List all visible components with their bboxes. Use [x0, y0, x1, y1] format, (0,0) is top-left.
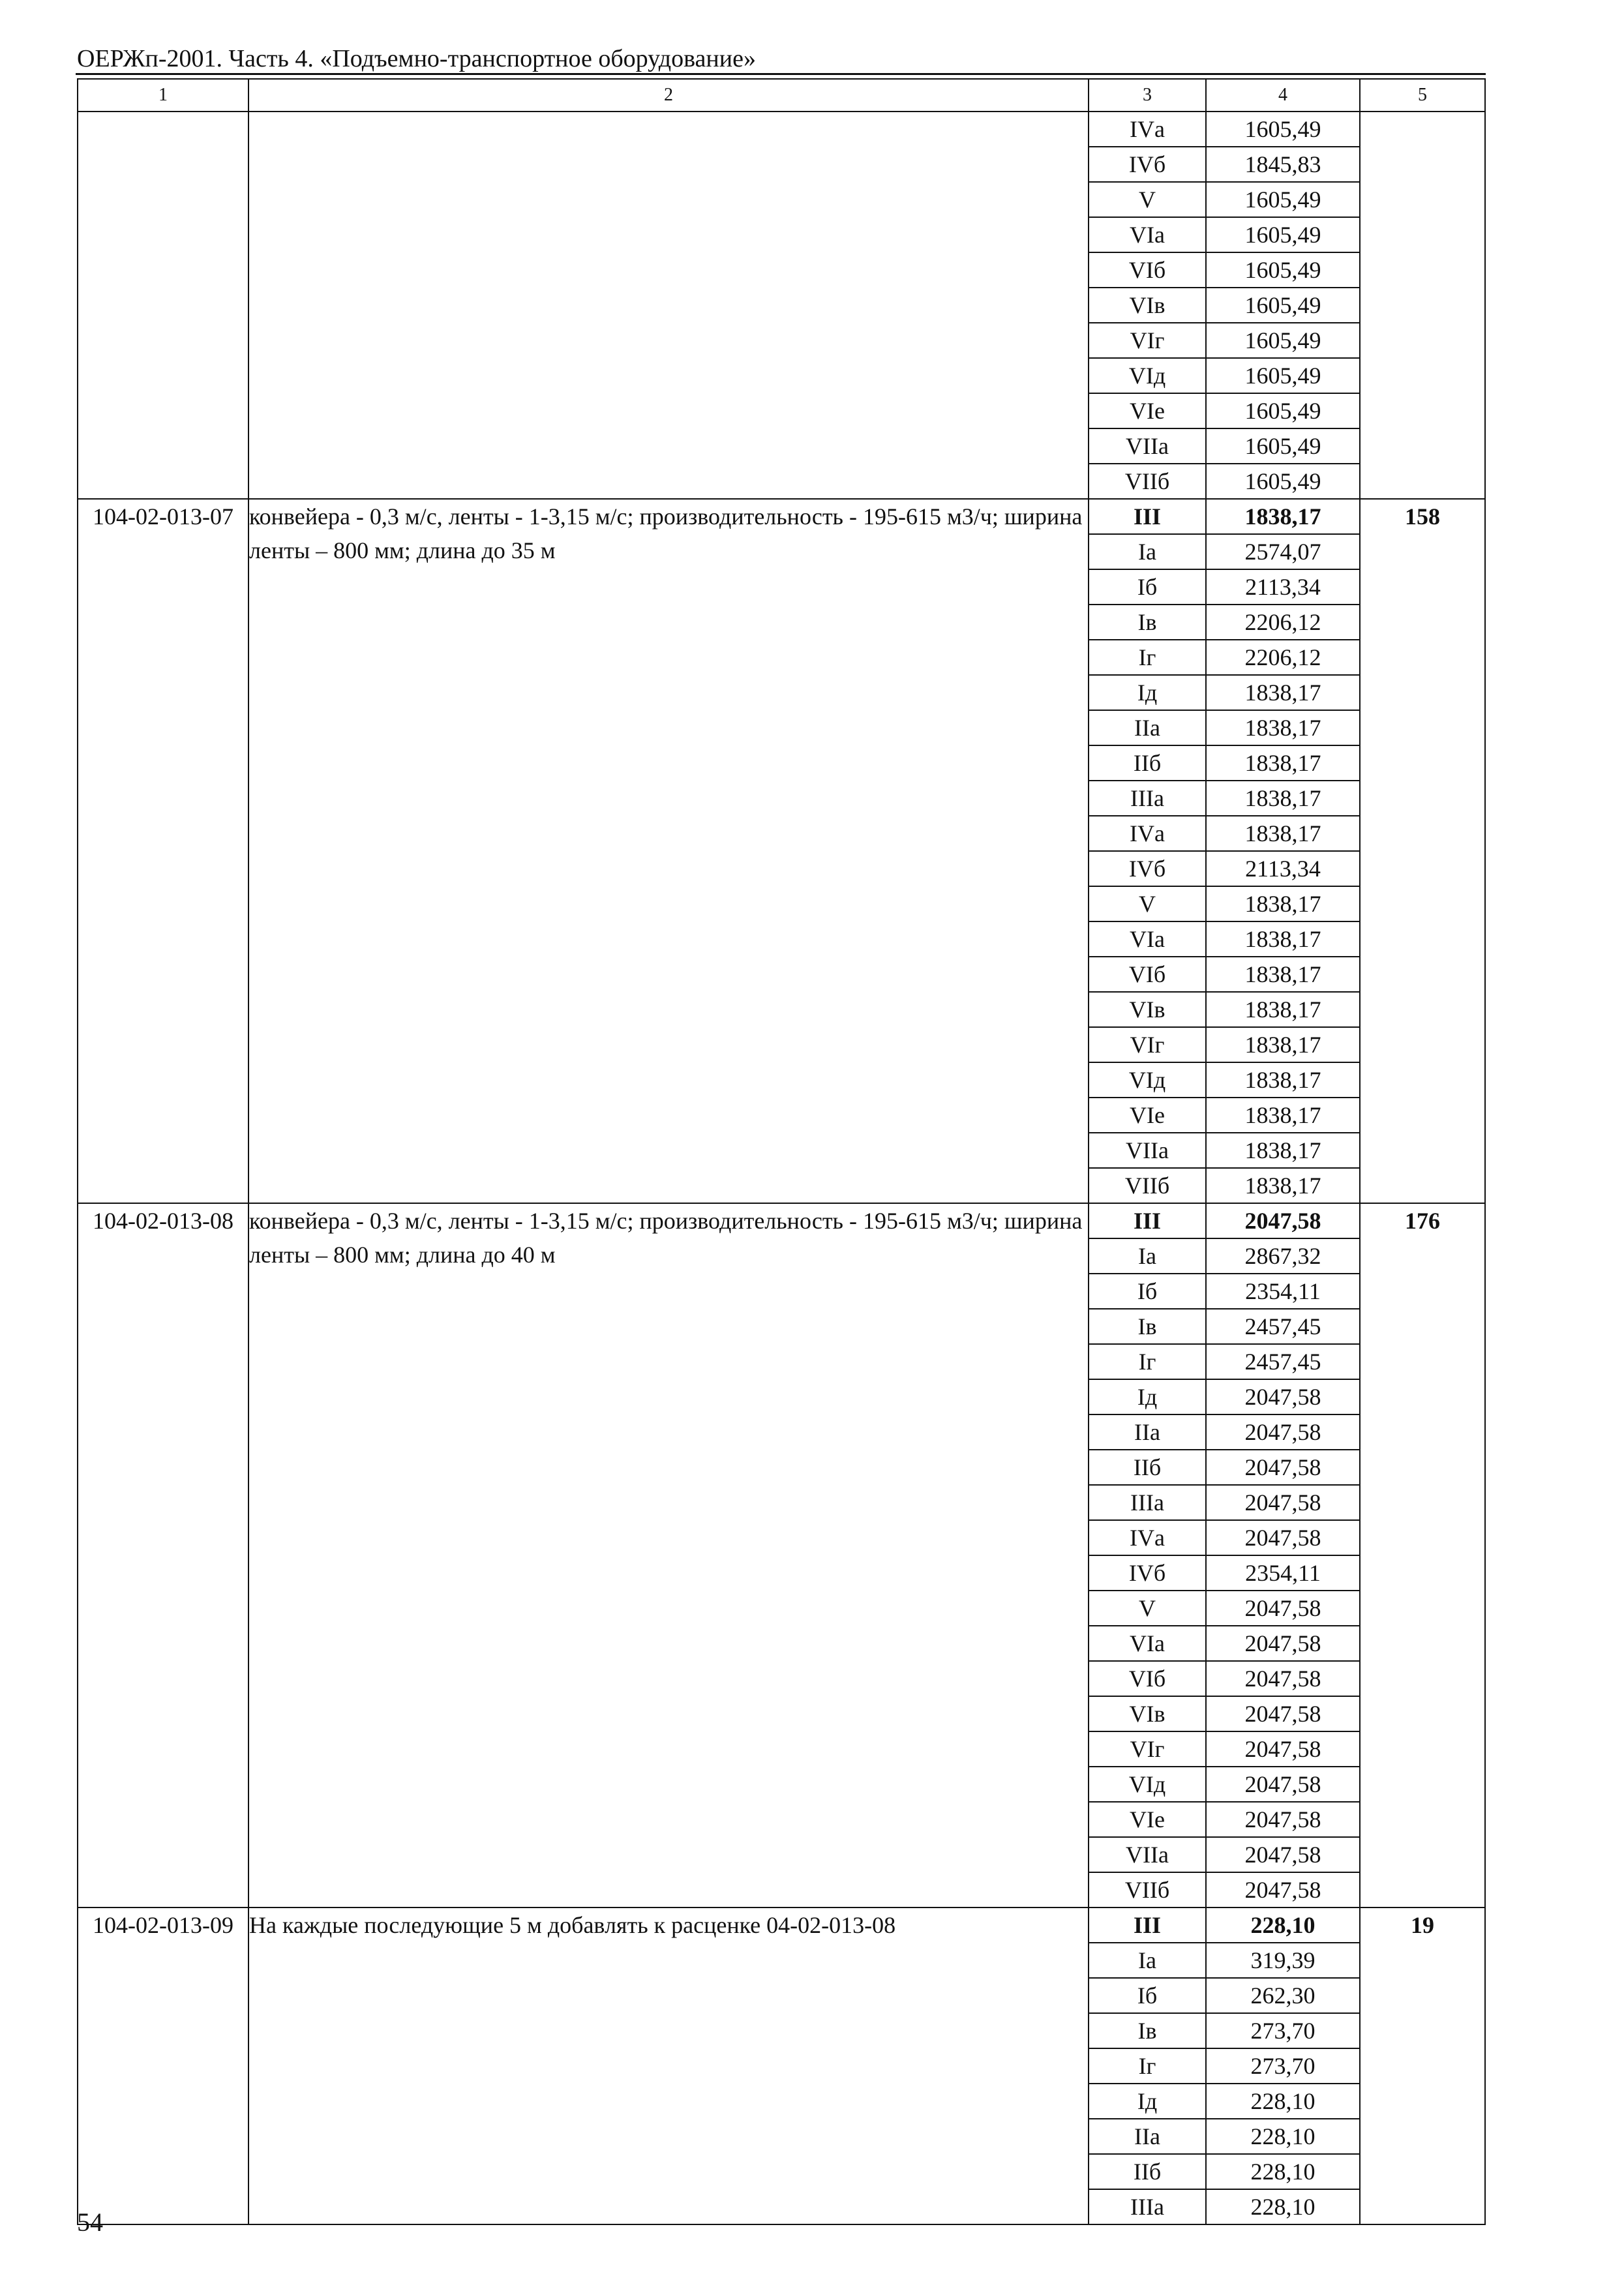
price-cell: 1838,17: [1206, 816, 1360, 851]
price-cell: 2047,58: [1206, 1626, 1360, 1661]
price-cell: 2047,58: [1206, 1661, 1360, 1696]
value-cell: 19: [1360, 1908, 1485, 2224]
zone-cell: VIг: [1089, 1027, 1206, 1062]
price-cell: 1605,49: [1206, 358, 1360, 393]
zone-cell: IIа: [1089, 710, 1206, 745]
zone-cell: IIа: [1089, 2119, 1206, 2154]
zone-cell: Iв: [1089, 2013, 1206, 2048]
price-cell: 1605,49: [1206, 217, 1360, 252]
zone-cell: Iб: [1089, 1978, 1206, 2013]
zone-cell: IIб: [1089, 1450, 1206, 1485]
price-cell: 1845,83: [1206, 147, 1360, 182]
zone-cell: VIв: [1089, 288, 1206, 323]
zone-cell: VIе: [1089, 1098, 1206, 1133]
zone-cell: Iг: [1089, 1344, 1206, 1379]
table-row: [78, 1908, 1485, 1943]
price-cell: 1605,49: [1206, 252, 1360, 288]
zone-cell: Iг: [1089, 640, 1206, 675]
zone-cell: IVа: [1089, 1520, 1206, 1555]
zone-cell: Iг: [1089, 2048, 1206, 2084]
price-cell: 1605,49: [1206, 288, 1360, 323]
price-cell: 2047,58: [1206, 1414, 1360, 1450]
price-cell: 2047,58: [1206, 1379, 1360, 1414]
price-cell: 1838,17: [1206, 499, 1360, 534]
price-cell: 2457,45: [1206, 1344, 1360, 1379]
value-cell: [1360, 112, 1485, 499]
price-cell: 273,70: [1206, 2048, 1360, 2084]
price-cell: 2047,58: [1206, 1485, 1360, 1520]
zone-cell: Iд: [1089, 1379, 1206, 1414]
table-row: [78, 1203, 1485, 1238]
price-cell: 2047,58: [1206, 1837, 1360, 1872]
price-cell: 2206,12: [1206, 640, 1360, 675]
price-cell: 2354,11: [1206, 1555, 1360, 1591]
zone-cell: IIб: [1089, 745, 1206, 781]
zone-cell: VIIб: [1089, 1872, 1206, 1908]
zone-cell: VIд: [1089, 1062, 1206, 1098]
zone-cell: VIе: [1089, 393, 1206, 428]
price-cell: 2047,58: [1206, 1872, 1360, 1908]
column-number: 2: [248, 79, 1089, 112]
zone-cell: IIIа: [1089, 2189, 1206, 2224]
code-cell: 104-02-013-09: [78, 1908, 248, 2224]
code-cell: 104-02-013-07: [78, 499, 248, 1203]
zone-cell: IVа: [1089, 112, 1206, 147]
price-cell: 2457,45: [1206, 1309, 1360, 1344]
zone-cell: VIг: [1089, 1731, 1206, 1767]
zone-cell: III: [1089, 1908, 1206, 1943]
zone-cell: VIIа: [1089, 1837, 1206, 1872]
zone-cell: III: [1089, 1203, 1206, 1238]
zone-cell: IIб: [1089, 2154, 1206, 2189]
price-cell: 1838,17: [1206, 1133, 1360, 1168]
column-number: 1: [78, 79, 248, 112]
price-cell: 2354,11: [1206, 1274, 1360, 1309]
zone-cell: V: [1089, 182, 1206, 217]
table-row: [78, 499, 1485, 534]
price-cell: 2047,58: [1206, 1802, 1360, 1837]
price-cell: 1838,17: [1206, 781, 1360, 816]
price-cell: 1605,49: [1206, 428, 1360, 464]
price-cell: 228,10: [1206, 2189, 1360, 2224]
column-number: 3: [1089, 79, 1206, 112]
price-cell: 1605,49: [1206, 393, 1360, 428]
zone-cell: IIIа: [1089, 1485, 1206, 1520]
price-cell: 2047,58: [1206, 1767, 1360, 1802]
description-cell: [248, 112, 1089, 499]
column-number: 5: [1360, 79, 1485, 112]
price-cell: 1838,17: [1206, 992, 1360, 1027]
zone-cell: VIб: [1089, 252, 1206, 288]
code-cell: 104-02-013-08: [78, 1203, 248, 1908]
price-cell: 1605,49: [1206, 323, 1360, 358]
price-cell: 1605,49: [1206, 112, 1360, 147]
price-cell: 228,10: [1206, 2084, 1360, 2119]
zone-cell: Iа: [1089, 1238, 1206, 1274]
zone-cell: Iв: [1089, 605, 1206, 640]
value-cell: 158: [1360, 499, 1485, 1203]
price-cell: 1838,17: [1206, 745, 1360, 781]
price-cell: 1838,17: [1206, 957, 1360, 992]
zone-cell: VIг: [1089, 323, 1206, 358]
zone-cell: VIб: [1089, 1661, 1206, 1696]
price-cell: 2047,58: [1206, 1520, 1360, 1555]
zone-cell: Iа: [1089, 1943, 1206, 1978]
zone-cell: Iб: [1089, 569, 1206, 605]
zone-cell: V: [1089, 886, 1206, 921]
price-cell: 262,30: [1206, 1978, 1360, 2013]
price-cell: 1838,17: [1206, 710, 1360, 745]
zone-cell: VIIб: [1089, 1168, 1206, 1203]
price-cell: 2047,58: [1206, 1591, 1360, 1626]
price-cell: 1838,17: [1206, 886, 1360, 921]
price-cell: 228,10: [1206, 2119, 1360, 2154]
zone-cell: Iд: [1089, 2084, 1206, 2119]
zone-cell: VIд: [1089, 1767, 1206, 1802]
price-cell: 1838,17: [1206, 1062, 1360, 1098]
zone-cell: IIIа: [1089, 781, 1206, 816]
column-number-row: [78, 79, 1485, 112]
header-divider: [76, 73, 1486, 75]
price-cell: 1838,17: [1206, 1168, 1360, 1203]
zone-cell: IVа: [1089, 816, 1206, 851]
price-cell: 228,10: [1206, 1908, 1360, 1943]
price-table: [77, 78, 1486, 2225]
price-cell: 1838,17: [1206, 921, 1360, 957]
zone-cell: Iа: [1089, 534, 1206, 569]
price-cell: 1838,17: [1206, 1098, 1360, 1133]
zone-cell: IVб: [1089, 147, 1206, 182]
price-cell: 2047,58: [1206, 1450, 1360, 1485]
zone-cell: VIIа: [1089, 428, 1206, 464]
zone-cell: VIIа: [1089, 1133, 1206, 1168]
zone-cell: VIIб: [1089, 464, 1206, 499]
price-cell: 319,39: [1206, 1943, 1360, 1978]
price-cell: 1605,49: [1206, 182, 1360, 217]
zone-cell: VIа: [1089, 921, 1206, 957]
zone-cell: VIд: [1089, 358, 1206, 393]
price-cell: 2574,07: [1206, 534, 1360, 569]
price-cell: 2867,32: [1206, 1238, 1360, 1274]
price-cell: 2113,34: [1206, 569, 1360, 605]
zone-cell: III: [1089, 499, 1206, 534]
zone-cell: IVб: [1089, 851, 1206, 886]
page-number: 54: [77, 2207, 103, 2237]
price-cell: 1838,17: [1206, 675, 1360, 710]
price-cell: 273,70: [1206, 2013, 1360, 2048]
zone-cell: IVб: [1089, 1555, 1206, 1591]
zone-cell: VIа: [1089, 217, 1206, 252]
zone-cell: VIв: [1089, 1696, 1206, 1731]
price-cell: 2047,58: [1206, 1731, 1360, 1767]
price-cell: 2206,12: [1206, 605, 1360, 640]
zone-cell: V: [1089, 1591, 1206, 1626]
price-cell: 2047,58: [1206, 1203, 1360, 1238]
zone-cell: VIб: [1089, 957, 1206, 992]
zone-cell: IIа: [1089, 1414, 1206, 1450]
page-header-title: ОЕРЖп-2001. Часть 4. «Подъемно-транспортное оборудование»: [77, 45, 756, 72]
price-cell: 1605,49: [1206, 464, 1360, 499]
zone-cell: Iб: [1089, 1274, 1206, 1309]
code-cell: [78, 112, 248, 499]
column-number: 4: [1206, 79, 1360, 112]
description-cell: конвейера - 0,3 м/с, ленты - 1-3,15 м/с; производительность - 195-615 м3/ч; ширина ленты – 800 мм; длина до 40 м: [248, 1203, 1089, 1908]
zone-cell: VIв: [1089, 992, 1206, 1027]
description-cell: конвейера - 0,3 м/с, ленты - 1-3,15 м/с; производительность - 195-615 м3/ч; ширина ленты – 800 мм; длина до 35 м: [248, 499, 1089, 1203]
table-row: [78, 112, 1485, 147]
zone-cell: VIа: [1089, 1626, 1206, 1661]
price-cell: 228,10: [1206, 2154, 1360, 2189]
zone-cell: Iв: [1089, 1309, 1206, 1344]
value-cell: 176: [1360, 1203, 1485, 1908]
price-cell: 1838,17: [1206, 1027, 1360, 1062]
zone-cell: Iд: [1089, 675, 1206, 710]
description-cell: На каждые последующие 5 м добавлять к расценке 04-02-013-08: [248, 1908, 1089, 2224]
price-cell: 2047,58: [1206, 1696, 1360, 1731]
zone-cell: VIе: [1089, 1802, 1206, 1837]
price-cell: 2113,34: [1206, 851, 1360, 886]
